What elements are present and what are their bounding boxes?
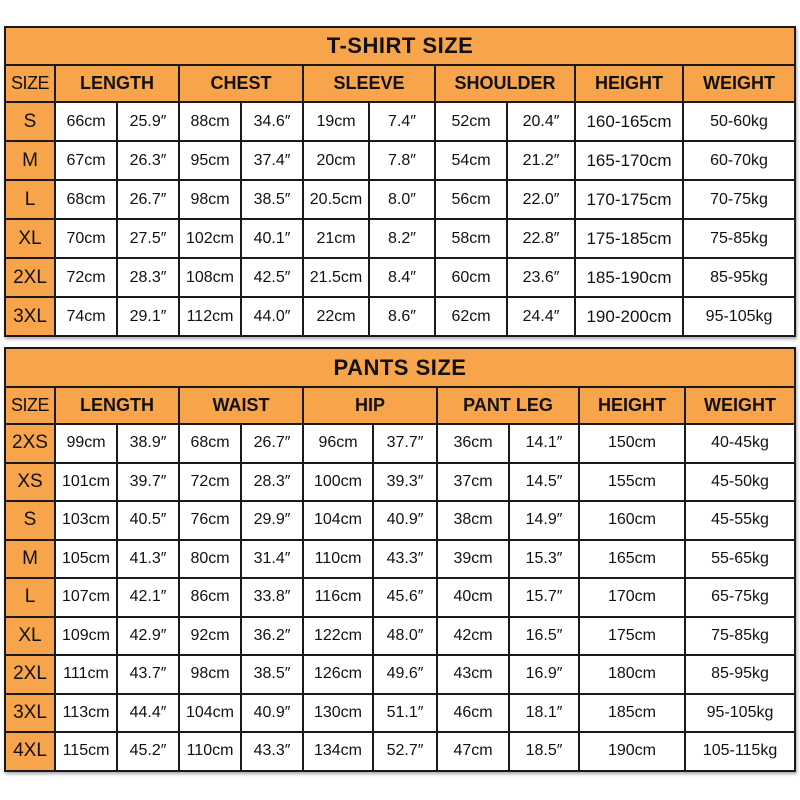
weight-range: 40-45kg [685,424,795,463]
hip-cm: 134cm [303,732,373,771]
length-cm: 70cm [55,219,117,258]
pant-leg-cm: 43cm [437,655,509,694]
hip-cm: 116cm [303,578,373,617]
shoulder-cm: 52cm [435,102,507,141]
table-row [5,180,795,219]
hip-in: 37.7″ [373,424,437,463]
waist-cm: 98cm [179,655,241,694]
length-in: 42.1″ [117,578,179,617]
size-label: 2XL [5,258,55,297]
pant-leg-cm: 42cm [437,617,509,656]
table-row [5,424,795,463]
pant-leg-in: 14.5″ [509,463,579,502]
waist-cm: 104cm [179,694,241,733]
height-range: 160-165cm [575,102,683,141]
size-label: XS [5,463,55,502]
height-value: 170cm [579,578,685,617]
height-value: 185cm [579,694,685,733]
length-in: 39.7″ [117,463,179,502]
height-range: 185-190cm [575,258,683,297]
hip-in: 48.0″ [373,617,437,656]
pant-leg-cm: 36cm [437,424,509,463]
table-row [5,501,795,540]
pant-leg-in: 16.9″ [509,655,579,694]
length-cm: 101cm [55,463,117,502]
table-row [5,578,795,617]
weight-range: 105-115kg [685,732,795,771]
weight-range: 55-65kg [685,540,795,579]
sleeve-in: 8.4″ [369,258,435,297]
height-range: 175-185cm [575,219,683,258]
table-row [5,219,795,258]
hip-in: 51.1″ [373,694,437,733]
waist-in: 40.9″ [241,694,303,733]
hip-in: 49.6″ [373,655,437,694]
size-label: 2XL [5,655,55,694]
table-row [5,617,795,656]
shoulder-in: 24.4″ [507,297,575,336]
weight-range: 65-75kg [685,578,795,617]
length-in: 26.3″ [117,141,179,180]
shoulder-cm: 56cm [435,180,507,219]
shoulder-cm: 58cm [435,219,507,258]
length-cm: 67cm [55,141,117,180]
waist-in: 31.4″ [241,540,303,579]
tshirt-header-row [5,65,795,102]
length-cm: 99cm [55,424,117,463]
size-label: S [5,501,55,540]
weight-range: 70-75kg [683,180,795,219]
hip-in: 45.6″ [373,578,437,617]
length-cm: 109cm [55,617,117,656]
waist-cm: 110cm [179,732,241,771]
pant-leg-in: 18.5″ [509,732,579,771]
size-label: L [5,578,55,617]
sleeve-in: 8.6″ [369,297,435,336]
hip-cm: 126cm [303,655,373,694]
sleeve-cm: 19cm [303,102,369,141]
header-sleeve: SLEEVE [303,65,435,102]
hip-cm: 96cm [303,424,373,463]
sleeve-in: 7.8″ [369,141,435,180]
size-label: S [5,102,55,141]
pant-leg-cm: 46cm [437,694,509,733]
chest-cm: 95cm [179,141,241,180]
weight-range: 85-95kg [683,258,795,297]
chest-in: 34.6″ [241,102,303,141]
sleeve-cm: 20.5cm [303,180,369,219]
length-cm: 68cm [55,180,117,219]
hip-cm: 122cm [303,617,373,656]
table-row [5,540,795,579]
length-cm: 74cm [55,297,117,336]
pant-leg-cm: 37cm [437,463,509,502]
shoulder-in: 22.0″ [507,180,575,219]
waist-in: 26.7″ [241,424,303,463]
weight-range: 95-105kg [683,297,795,336]
height-value: 180cm [579,655,685,694]
size-label: 4XL [5,732,55,771]
chest-cm: 108cm [179,258,241,297]
pants-table-title: PANTS SIZE [5,348,795,387]
pant-leg-cm: 40cm [437,578,509,617]
size-label: M [5,540,55,579]
weight-range: 60-70kg [683,141,795,180]
sleeve-cm: 21.5cm [303,258,369,297]
waist-in: 36.2″ [241,617,303,656]
waist-cm: 76cm [179,501,241,540]
hip-in: 52.7″ [373,732,437,771]
height-range: 165-170cm [575,141,683,180]
length-in: 38.9″ [117,424,179,463]
length-in: 41.3″ [117,540,179,579]
hip-in: 40.9″ [373,501,437,540]
header-chest: CHEST [179,65,303,102]
length-in: 26.7″ [117,180,179,219]
height-range: 190-200cm [575,297,683,336]
size-label: 3XL [5,297,55,336]
pant-leg-in: 14.1″ [509,424,579,463]
header-pant-leg: PANT LEG [437,387,579,424]
shoulder-cm: 54cm [435,141,507,180]
sleeve-cm: 22cm [303,297,369,336]
hip-cm: 130cm [303,694,373,733]
header-height: HEIGHT [579,387,685,424]
length-cm: 113cm [55,694,117,733]
length-in: 44.4″ [117,694,179,733]
waist-in: 43.3″ [241,732,303,771]
length-in: 45.2″ [117,732,179,771]
shoulder-cm: 60cm [435,258,507,297]
length-in: 27.5″ [117,219,179,258]
height-value: 190cm [579,732,685,771]
header-length: LENGTH [55,387,179,424]
header-hip: HIP [303,387,437,424]
weight-range: 45-55kg [685,501,795,540]
pant-leg-in: 15.7″ [509,578,579,617]
pant-leg-cm: 38cm [437,501,509,540]
length-in: 40.5″ [117,501,179,540]
pant-leg-cm: 39cm [437,540,509,579]
hip-cm: 104cm [303,501,373,540]
shoulder-in: 21.2″ [507,141,575,180]
header-size: SIZE [5,387,55,424]
length-in: 25.9″ [117,102,179,141]
height-value: 150cm [579,424,685,463]
pants-header-row [5,387,795,424]
chest-cm: 102cm [179,219,241,258]
chest-in: 38.5″ [241,180,303,219]
tshirt-size-table [4,26,796,337]
chest-in: 40.1″ [241,219,303,258]
length-cm: 66cm [55,102,117,141]
length-in: 29.1″ [117,297,179,336]
hip-cm: 110cm [303,540,373,579]
sleeve-in: 8.0″ [369,180,435,219]
size-label: XL [5,617,55,656]
weight-range: 85-95kg [685,655,795,694]
waist-cm: 86cm [179,578,241,617]
length-in: 28.3″ [117,258,179,297]
header-weight: WEIGHT [685,387,795,424]
length-cm: 111cm [55,655,117,694]
height-value: 165cm [579,540,685,579]
weight-range: 75-85kg [683,219,795,258]
pants-size-table [4,347,796,772]
pant-leg-cm: 47cm [437,732,509,771]
length-cm: 103cm [55,501,117,540]
waist-cm: 68cm [179,424,241,463]
waist-cm: 80cm [179,540,241,579]
waist-in: 28.3″ [241,463,303,502]
header-weight: WEIGHT [683,65,795,102]
waist-cm: 92cm [179,617,241,656]
header-shoulder: SHOULDER [435,65,575,102]
length-in: 42.9″ [117,617,179,656]
sleeve-cm: 21cm [303,219,369,258]
chest-cm: 112cm [179,297,241,336]
weight-range: 45-50kg [685,463,795,502]
header-length: LENGTH [55,65,179,102]
header-height: HEIGHT [575,65,683,102]
size-label: L [5,180,55,219]
weight-range: 50-60kg [683,102,795,141]
header-waist: WAIST [179,387,303,424]
table-row [5,463,795,502]
table-row [5,141,795,180]
shoulder-in: 23.6″ [507,258,575,297]
waist-in: 29.9″ [241,501,303,540]
size-label: 3XL [5,694,55,733]
chest-in: 42.5″ [241,258,303,297]
length-cm: 105cm [55,540,117,579]
pant-leg-in: 14.9″ [509,501,579,540]
length-cm: 107cm [55,578,117,617]
shoulder-cm: 62cm [435,297,507,336]
pant-leg-in: 15.3″ [509,540,579,579]
size-label: 2XS [5,424,55,463]
height-range: 170-175cm [575,180,683,219]
height-value: 155cm [579,463,685,502]
length-cm: 72cm [55,258,117,297]
height-value: 175cm [579,617,685,656]
shoulder-in: 22.8″ [507,219,575,258]
hip-in: 43.3″ [373,540,437,579]
hip-in: 39.3″ [373,463,437,502]
table-row [5,732,795,771]
length-cm: 115cm [55,732,117,771]
chest-cm: 88cm [179,102,241,141]
waist-cm: 72cm [179,463,241,502]
weight-range: 75-85kg [685,617,795,656]
table-row [5,694,795,733]
pant-leg-in: 16.5″ [509,617,579,656]
shoulder-in: 20.4″ [507,102,575,141]
height-value: 160cm [579,501,685,540]
size-label: M [5,141,55,180]
sleeve-in: 8.2″ [369,219,435,258]
hip-cm: 100cm [303,463,373,502]
length-in: 43.7″ [117,655,179,694]
chest-in: 37.4″ [241,141,303,180]
waist-in: 38.5″ [241,655,303,694]
chest-cm: 98cm [179,180,241,219]
table-row [5,258,795,297]
sleeve-in: 7.4″ [369,102,435,141]
header-size: SIZE [5,65,55,102]
tshirt-table-title: T-SHIRT SIZE [5,27,795,65]
table-row [5,297,795,336]
sleeve-cm: 20cm [303,141,369,180]
chest-in: 44.0″ [241,297,303,336]
table-row [5,655,795,694]
size-label: XL [5,219,55,258]
pant-leg-in: 18.1″ [509,694,579,733]
table-row [5,102,795,141]
waist-in: 33.8″ [241,578,303,617]
weight-range: 95-105kg [685,694,795,733]
